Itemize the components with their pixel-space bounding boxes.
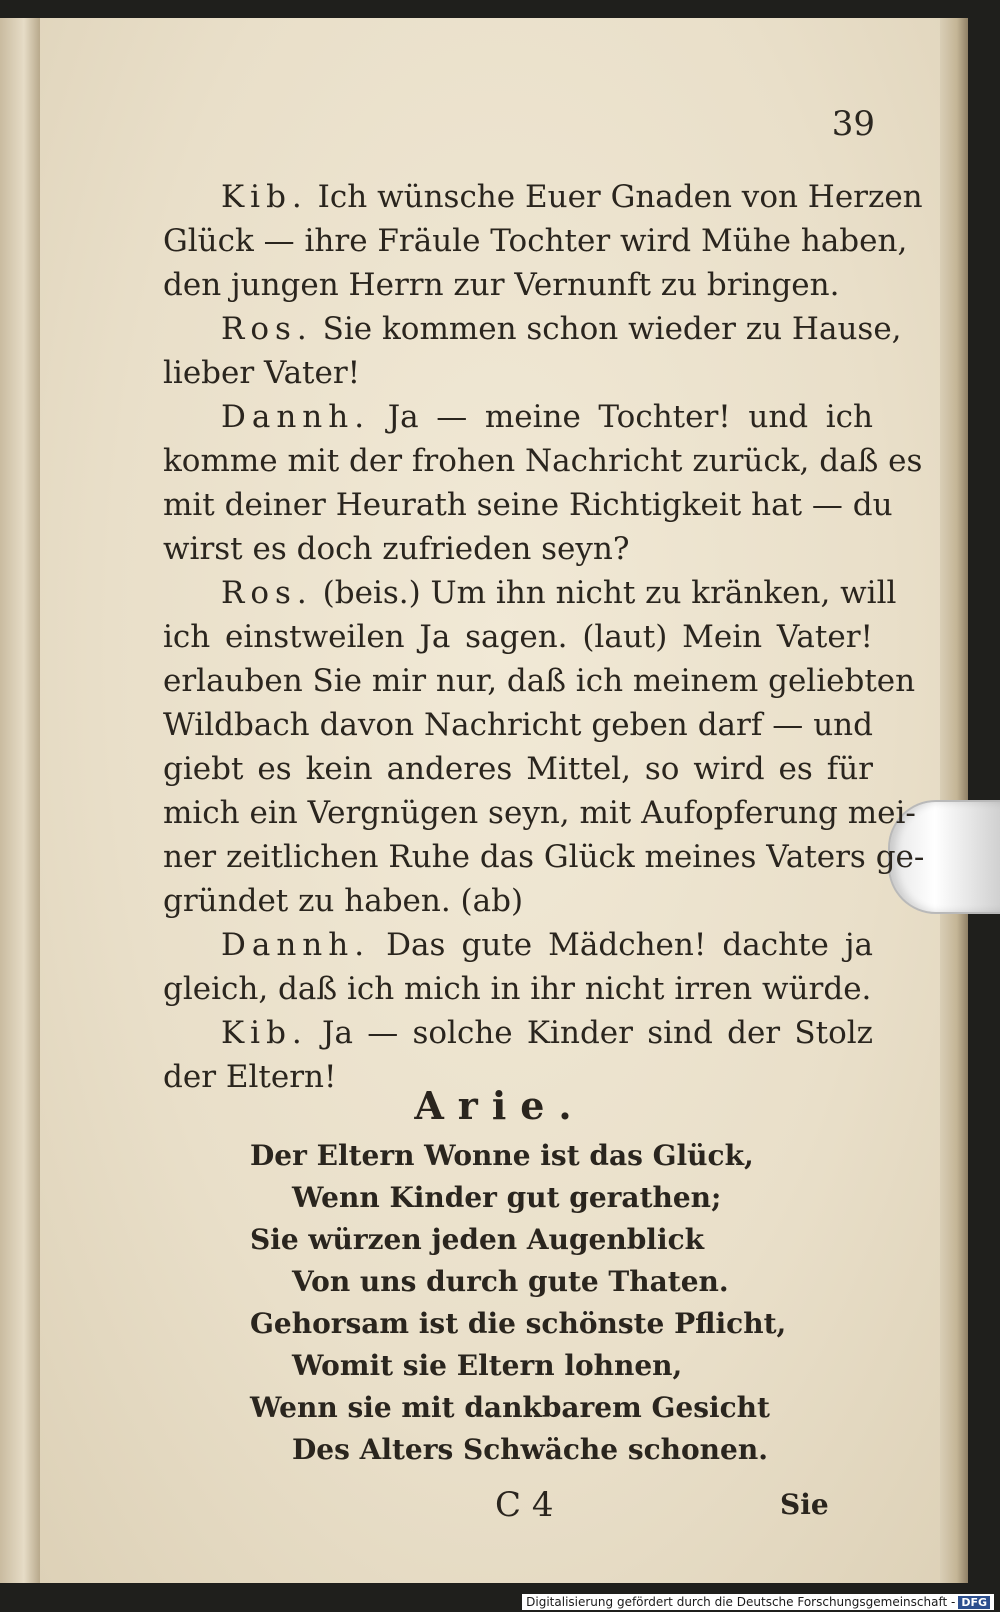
text-line <box>163 879 873 923</box>
verse-line: Gehorsam ist die schönste Pflicht, <box>250 1307 787 1340</box>
line-text: gründet zu haben. (ab) <box>163 883 524 919</box>
verse-line: Von uns durch gute Thaten. <box>292 1265 729 1298</box>
page-number: 39 <box>831 104 875 144</box>
text-line <box>163 175 923 219</box>
text-line <box>163 439 923 483</box>
line-text: Sie kommen schon wieder zu Hause, <box>322 311 902 347</box>
text-line <box>163 791 916 835</box>
text-line <box>163 527 873 571</box>
line-text: gleich, daß ich mich in ihr nicht irren würde. <box>163 971 872 1007</box>
line-text: giebt es kein anderes Mittel, so wird es für <box>163 751 873 787</box>
line-text: komme mit der frohen Nachricht zurück, daß es <box>163 443 923 479</box>
credit-text: Digitalisierung gefördert durch die Deutsche Forschungsgemeinschaft - <box>526 1595 956 1609</box>
line-text: mit deiner Heurath seine Richtigkeit hat — du <box>163 487 893 523</box>
line-text: Ja — solche Kinder sind der Stolz <box>322 1015 873 1051</box>
line-text: den jungen Herrn zur Vernunft zu bringen. <box>163 267 840 303</box>
line-text: der Eltern! <box>163 1059 337 1095</box>
speaker-name: Ros. <box>221 575 313 611</box>
dfg-logo: DFG <box>958 1596 990 1609</box>
dialogue-text <box>163 175 925 1099</box>
text-line <box>163 1011 873 1055</box>
text-line <box>163 263 873 307</box>
speaker-name: Ros. <box>221 311 313 347</box>
text-line <box>163 747 873 791</box>
line-text: wirst es doch zufrieden seyn? <box>163 531 630 567</box>
line-text: Wildbach davon Nachricht geben darf — und <box>163 707 873 743</box>
text-line <box>163 967 873 1011</box>
aria-heading: Arie. <box>414 1083 586 1128</box>
line-text: (beis.) Um ihn nicht zu kränken, will <box>322 575 897 611</box>
text-line <box>163 483 893 527</box>
text-line <box>163 307 902 351</box>
speaker-name: Kib. <box>221 179 308 215</box>
line-text: ner zeitlichen Ruhe das Glück meines Vaters ge- <box>163 839 925 875</box>
facing-page-edge <box>0 18 40 1583</box>
aria-verse <box>250 1135 786 1471</box>
line-text: Ja — meine Tochter! und ich <box>387 399 873 435</box>
catchword: Sie <box>780 1488 829 1521</box>
text-line <box>163 615 873 659</box>
digitization-credit <box>522 1594 994 1610</box>
line-text: Glück — ihre Fräule Tochter wird Mühe haben, <box>163 223 908 259</box>
signature-mark: C 4 <box>495 1485 554 1525</box>
text-line <box>163 571 897 615</box>
speaker-name: Dannh. <box>221 927 371 963</box>
text-line <box>163 923 873 967</box>
line-text: ich einstweilen Ja sagen. (laut) Mein Vater! <box>163 619 873 655</box>
verse-line: Wenn sie mit dankbarem Gesicht <box>250 1391 770 1424</box>
text-line <box>163 703 873 747</box>
verse-line: Womit sie Eltern lohnen, <box>292 1349 683 1382</box>
line-text: mich ein Vergnügen seyn, mit Aufopferung mei- <box>163 795 916 831</box>
verse-line: Der Eltern Wonne ist das Glück, <box>250 1139 754 1172</box>
verse-line: Sie würzen jeden Augenblick <box>250 1223 705 1256</box>
text-line <box>163 395 873 439</box>
verse-line: Wenn Kinder gut gerathen; <box>292 1181 722 1214</box>
text-line <box>163 659 916 703</box>
line-text: Das gute Mädchen! dachte ja <box>386 927 873 963</box>
text-line <box>163 351 873 395</box>
text-line <box>163 219 908 263</box>
text-line <box>163 835 925 879</box>
verse-line: Des Alters Schwäche schonen. <box>292 1433 768 1466</box>
line-text: lieber Vater! <box>163 355 361 391</box>
speaker-name: Kib. <box>221 1015 308 1051</box>
speaker-name: Dannh. <box>221 399 371 435</box>
line-text: Ich wünsche Euer Gnaden von Herzen <box>317 179 923 215</box>
line-text: erlauben Sie mir nur, daß ich meinem geliebten <box>163 663 916 699</box>
